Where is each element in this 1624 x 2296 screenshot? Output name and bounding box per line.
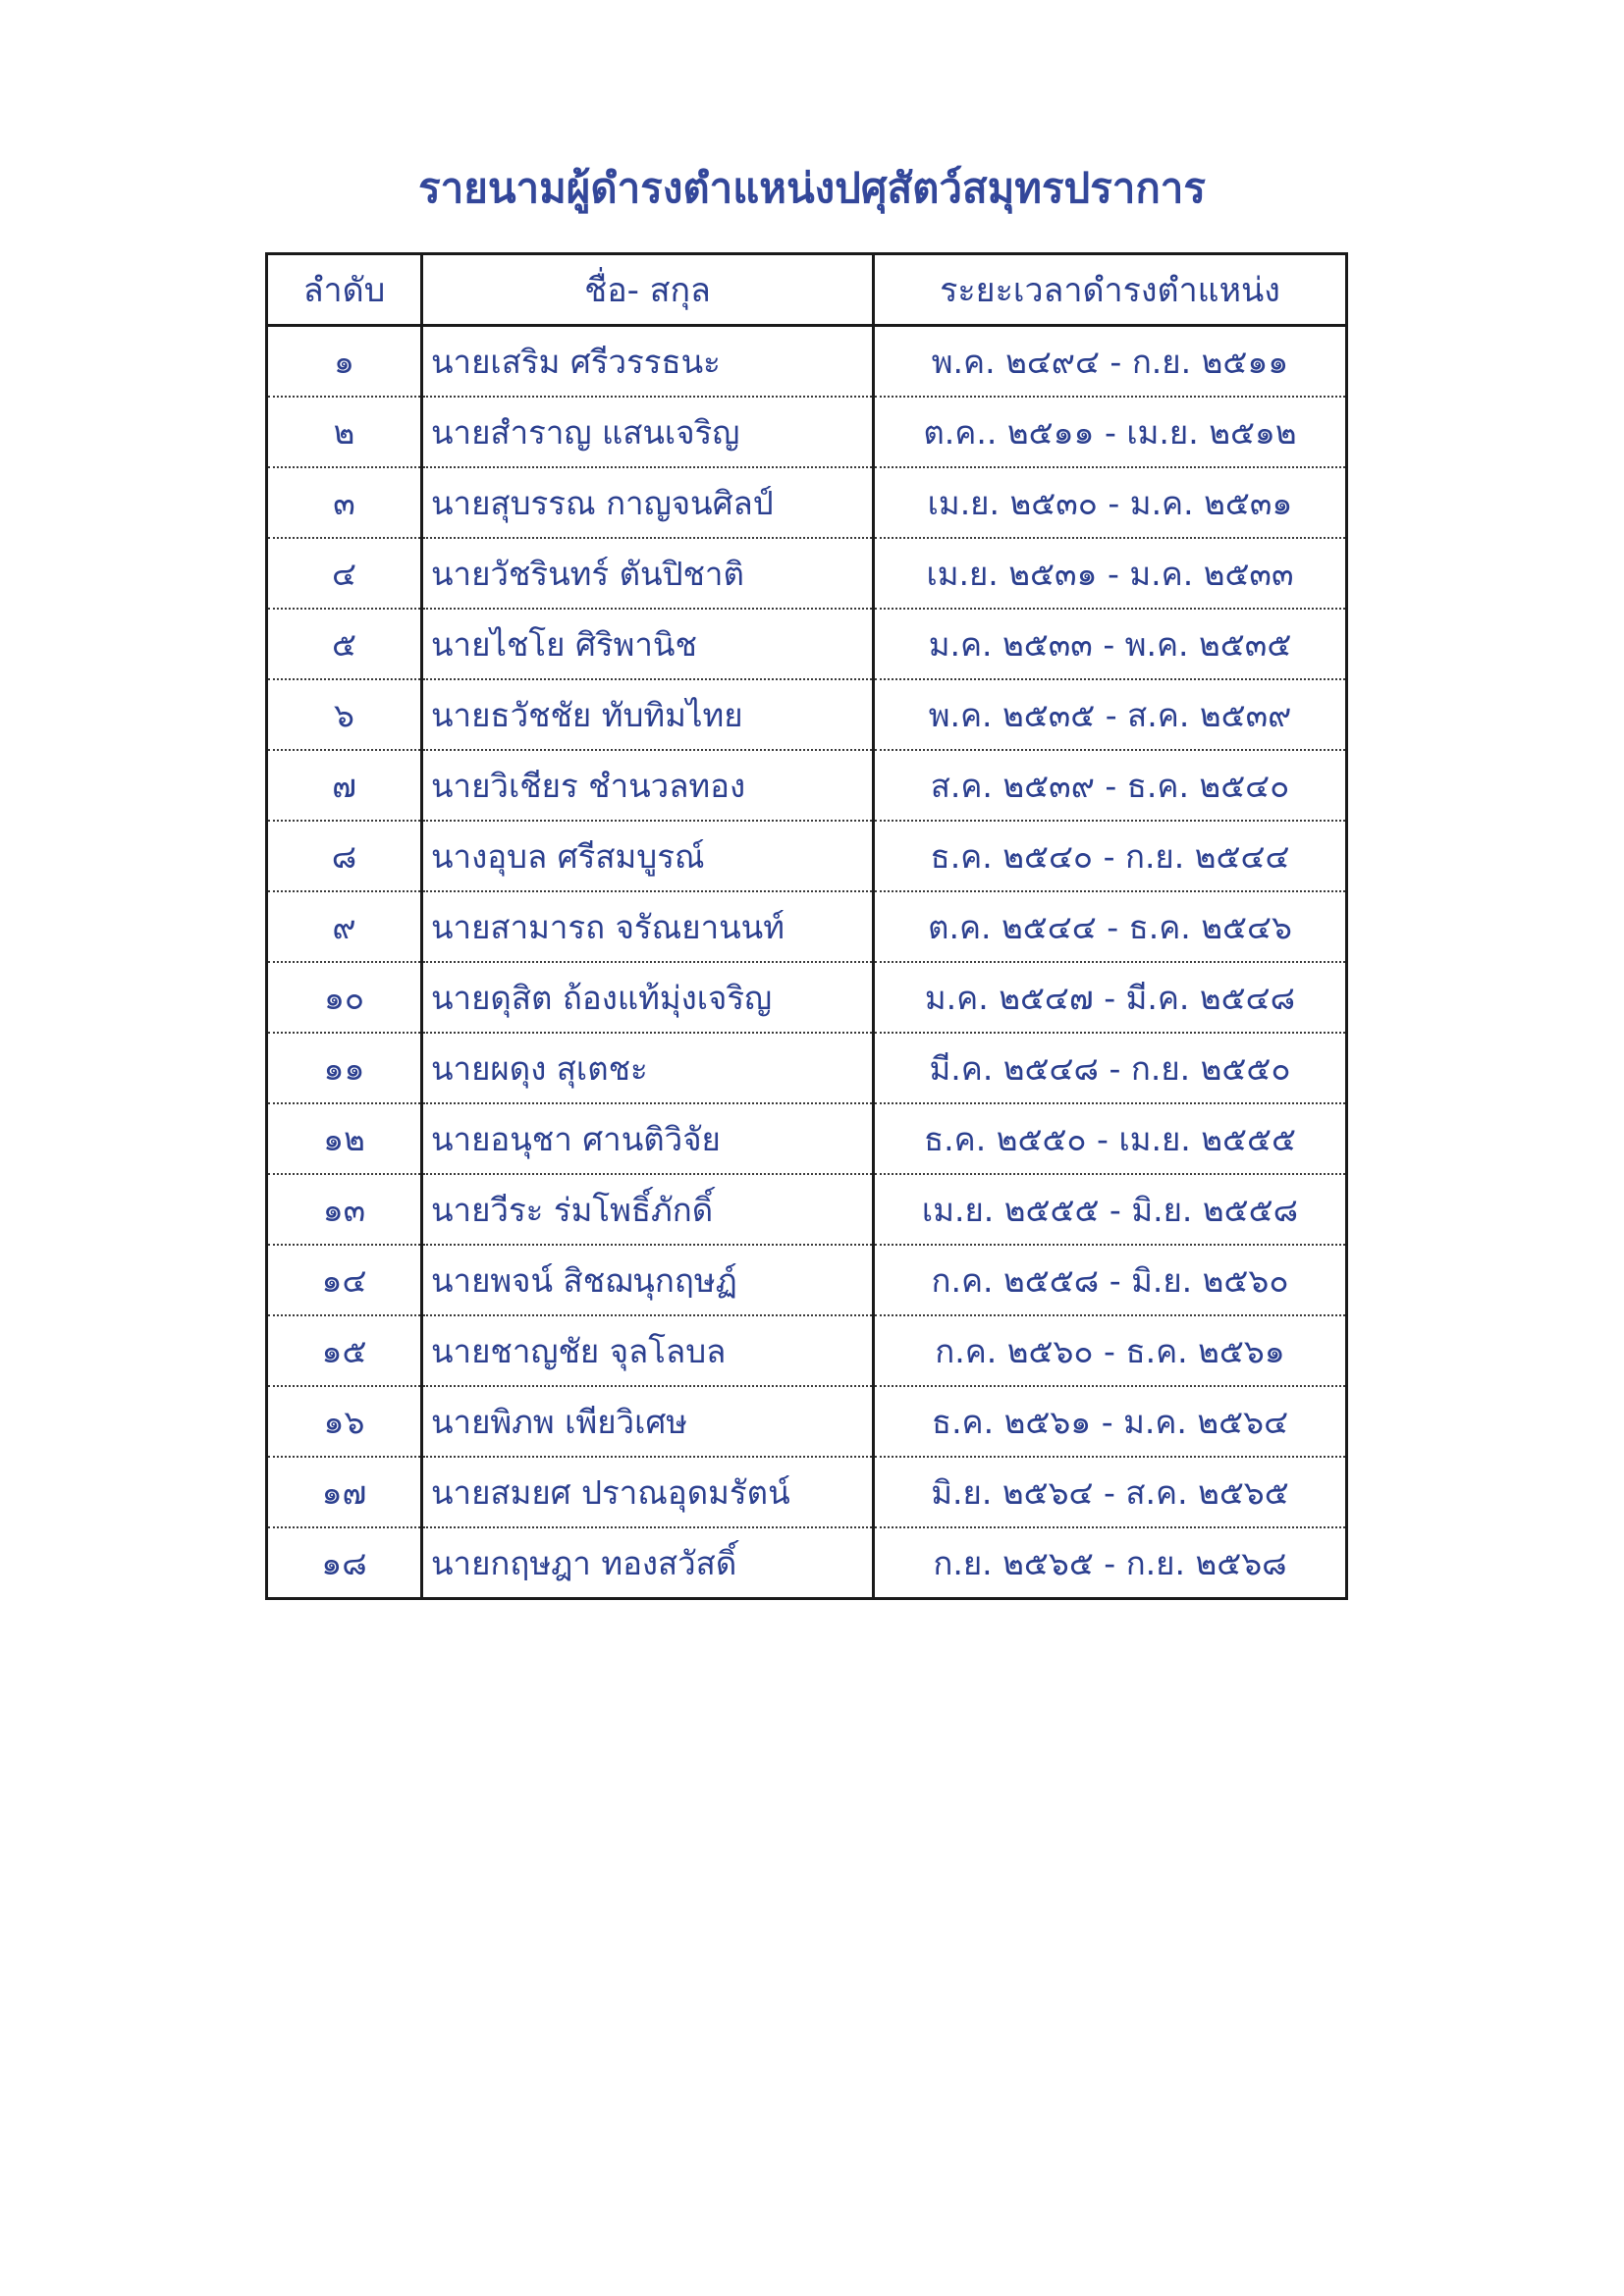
row-period: ม.ค. ๒๕๓๓ - พ.ค. ๒๕๓๕: [874, 609, 1347, 679]
row-period: ก.ค. ๒๕๖๐ - ธ.ค. ๒๕๖๑: [874, 1315, 1347, 1386]
row-name: นายธวัชชัย ทับทิมไทย: [422, 679, 874, 750]
row-order: ๙: [267, 891, 422, 962]
row-name: นายวัชรินทร์ ตันปิชาติ: [422, 538, 874, 609]
header-period: ระยะเวลาดำรงตำแหน่ง: [874, 254, 1347, 326]
table-row: [267, 467, 1347, 538]
row-name: นายสมยศ ปราณอุดมรัตน์: [422, 1457, 874, 1527]
table-row: [267, 679, 1347, 750]
row-name: นายไชโย ศิริพานิช: [422, 609, 874, 679]
table-header-row: [267, 254, 1347, 326]
row-order: ๑๘: [267, 1527, 422, 1599]
row-name: นายสามารถ จรัณยานนท์: [422, 891, 874, 962]
row-period: เม.ย. ๒๕๕๕ - มิ.ย. ๒๕๕๘: [874, 1174, 1347, 1245]
row-order: ๑๐: [267, 962, 422, 1033]
row-name: นายสุบรรณ กาญจนศิลป์: [422, 467, 874, 538]
row-period: เม.ย. ๒๕๓๐ - ม.ค. ๒๕๓๑: [874, 467, 1347, 538]
row-order: ๘: [267, 821, 422, 891]
table-row: [267, 891, 1347, 962]
row-period: ต.ค. ๒๕๔๔ - ธ.ค. ๒๕๔๖: [874, 891, 1347, 962]
table-row: [267, 397, 1347, 467]
row-order: ๑๑: [267, 1033, 422, 1103]
table-row: [267, 1245, 1347, 1315]
row-period: มี.ค. ๒๕๔๘ - ก.ย. ๒๕๕๐: [874, 1033, 1347, 1103]
row-name: นายสำราญ แสนเจริญ: [422, 397, 874, 467]
row-order: ๑๔: [267, 1245, 422, 1315]
table-row: [267, 1033, 1347, 1103]
header-name: ชื่อ- สกุล: [422, 254, 874, 326]
table-row: [267, 962, 1347, 1033]
row-period: ต.ค.. ๒๕๑๑ - เม.ย. ๒๕๑๒: [874, 397, 1347, 467]
row-period: ธ.ค. ๒๕๕๐ - เม.ย. ๒๕๕๕: [874, 1103, 1347, 1174]
table-row: [267, 1103, 1347, 1174]
table-row: [267, 1315, 1347, 1386]
row-order: ๒: [267, 397, 422, 467]
table-row: [267, 750, 1347, 821]
officers-table: [265, 252, 1348, 1600]
row-name: นางอุบล ศรีสมบูรณ์: [422, 821, 874, 891]
row-name: นายอนุชา ศานติวิจัย: [422, 1103, 874, 1174]
header-order: ลำดับ: [267, 254, 422, 326]
table-row: [267, 1527, 1347, 1599]
row-order: ๑๖: [267, 1386, 422, 1457]
row-period: พ.ค. ๒๕๓๕ - ส.ค. ๒๕๓๙: [874, 679, 1347, 750]
row-name: นายวิเชียร ชำนวลทอง: [422, 750, 874, 821]
table-row: [267, 1174, 1347, 1245]
row-order: ๑๕: [267, 1315, 422, 1386]
row-period: ม.ค. ๒๕๔๗ - มี.ค. ๒๕๔๘: [874, 962, 1347, 1033]
table-row: [267, 538, 1347, 609]
row-name: นายชาญชัย จุลโลบล: [422, 1315, 874, 1386]
row-period: เม.ย. ๒๕๓๑ - ม.ค. ๒๕๓๓: [874, 538, 1347, 609]
row-order: ๓: [267, 467, 422, 538]
row-order: ๕: [267, 609, 422, 679]
row-period: ส.ค. ๒๕๓๙ - ธ.ค. ๒๕๔๐: [874, 750, 1347, 821]
table-row: [267, 1386, 1347, 1457]
row-name: นายพิภพ เพียวิเศษ: [422, 1386, 874, 1457]
row-period: ก.ค. ๒๕๕๘ - มิ.ย. ๒๕๖๐: [874, 1245, 1347, 1315]
row-period: ก.ย. ๒๕๖๕ - ก.ย. ๒๕๖๘: [874, 1527, 1347, 1599]
row-period: ธ.ค. ๒๕๖๑ - ม.ค. ๒๕๖๔: [874, 1386, 1347, 1457]
table-row: [267, 609, 1347, 679]
row-name: นายผดุง สุเตชะ: [422, 1033, 874, 1103]
row-order: ๑๒: [267, 1103, 422, 1174]
page-title: รายนามผู้ดำรงตำแหน่งปศุสัตว์สมุทรปราการ: [418, 164, 1206, 212]
row-order: ๖: [267, 679, 422, 750]
row-period: พ.ค. ๒๔๙๔ - ก.ย. ๒๕๑๑: [874, 326, 1347, 398]
row-order: ๑๓: [267, 1174, 422, 1245]
row-order: ๗: [267, 750, 422, 821]
row-name: นายพจน์ สิชฌนุกฤษฏ์: [422, 1245, 874, 1315]
table-row: [267, 1457, 1347, 1527]
row-name: นายกฤษฎา ทองสวัสดิ์: [422, 1527, 874, 1599]
row-period: มิ.ย. ๒๕๖๔ - ส.ค. ๒๕๖๕: [874, 1457, 1347, 1527]
row-name: นายวีระ ร่มโพธิ์ภักดิ์: [422, 1174, 874, 1245]
row-name: นายดุสิต ถ้องแท้มุ่งเจริญ: [422, 962, 874, 1033]
row-name: นายเสริม ศรีวรรธนะ: [422, 326, 874, 398]
table-row: [267, 821, 1347, 891]
table-row: [267, 326, 1347, 398]
row-order: ๑๗: [267, 1457, 422, 1527]
row-period: ธ.ค. ๒๕๔๐ - ก.ย. ๒๕๔๔: [874, 821, 1347, 891]
row-order: ๔: [267, 538, 422, 609]
row-order: ๑: [267, 326, 422, 398]
